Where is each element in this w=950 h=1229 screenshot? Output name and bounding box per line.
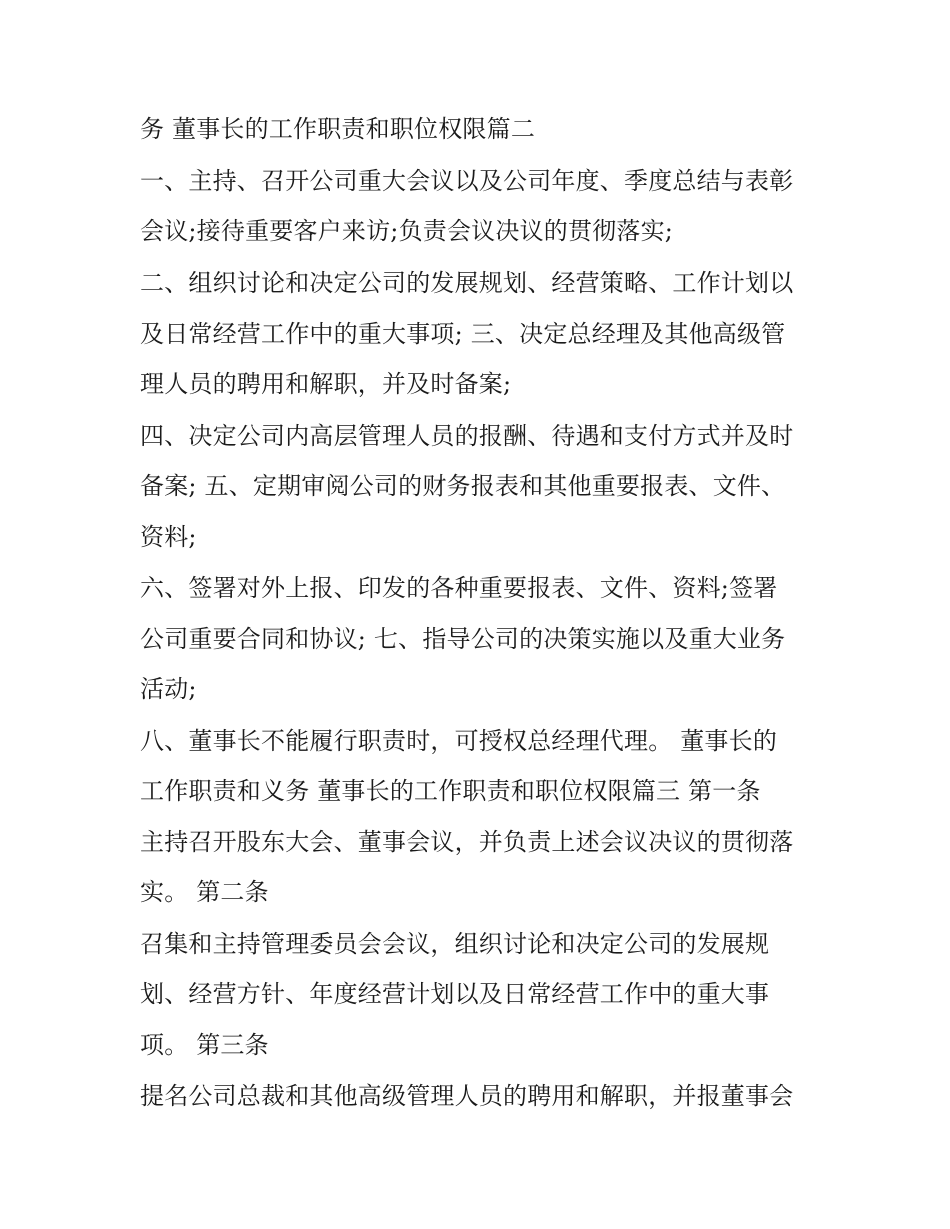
text-line: 资料; (140, 523, 197, 551)
text-line: 会议;接待重要客户来访;负责会议决议的贯彻落实; (140, 217, 674, 245)
text-line: 实。 第二条 (140, 878, 269, 906)
text-line: 活动; (140, 675, 197, 703)
text-line: 及日常经营工作中的重大事项; 三、决定总经理及其他高级管 (140, 320, 786, 348)
text-line: 四、决定公司内高层管理人员的报酬、待遇和支付方式并及时 (140, 422, 794, 450)
text-line: 六、签署对外上报、印发的各种重要报表、文件、资料;签署 (140, 574, 778, 602)
text-line: 务 董事长的工作职责和职位权限篇二 (140, 115, 536, 143)
text-line: 八、董事长不能履行职责时，可授权总经理代理。 董事长的 (140, 727, 778, 755)
text-line: 工作职责和义务 董事长的工作职责和职位权限篇三 第一条 (140, 777, 761, 805)
text-line: 一、主持、召开公司重大会议以及公司年度、季度总结与表彰 (140, 167, 794, 195)
text-line: 二、组织讨论和决定公司的发展规划、经营策略、工作计划以 (140, 269, 794, 297)
text-line: 备案; 五、定期审阅公司的财务报表和其他重要报表、文件、 (140, 472, 786, 500)
text-line: 召集和主持管理委员会会议，组织讨论和决定公司的发展规 (140, 930, 770, 958)
text-line: 提名公司总裁和其他高级管理人员的聘用和解职，并报董事会 (140, 1082, 794, 1110)
text-line: 主持召开股东大会、董事会议，并负责上述会议决议的贯彻落 (140, 828, 794, 856)
text-line: 公司重要合同和协议; 七、指导公司的决策实施以及重大业务 (140, 625, 786, 653)
text-line: 划、经营方针、年度经营计划以及日常经营工作中的重大事 (140, 980, 770, 1008)
text-line: 项。 第三条 (140, 1031, 269, 1059)
text-line: 理人员的聘用和解职，并及时备案; (140, 370, 512, 398)
